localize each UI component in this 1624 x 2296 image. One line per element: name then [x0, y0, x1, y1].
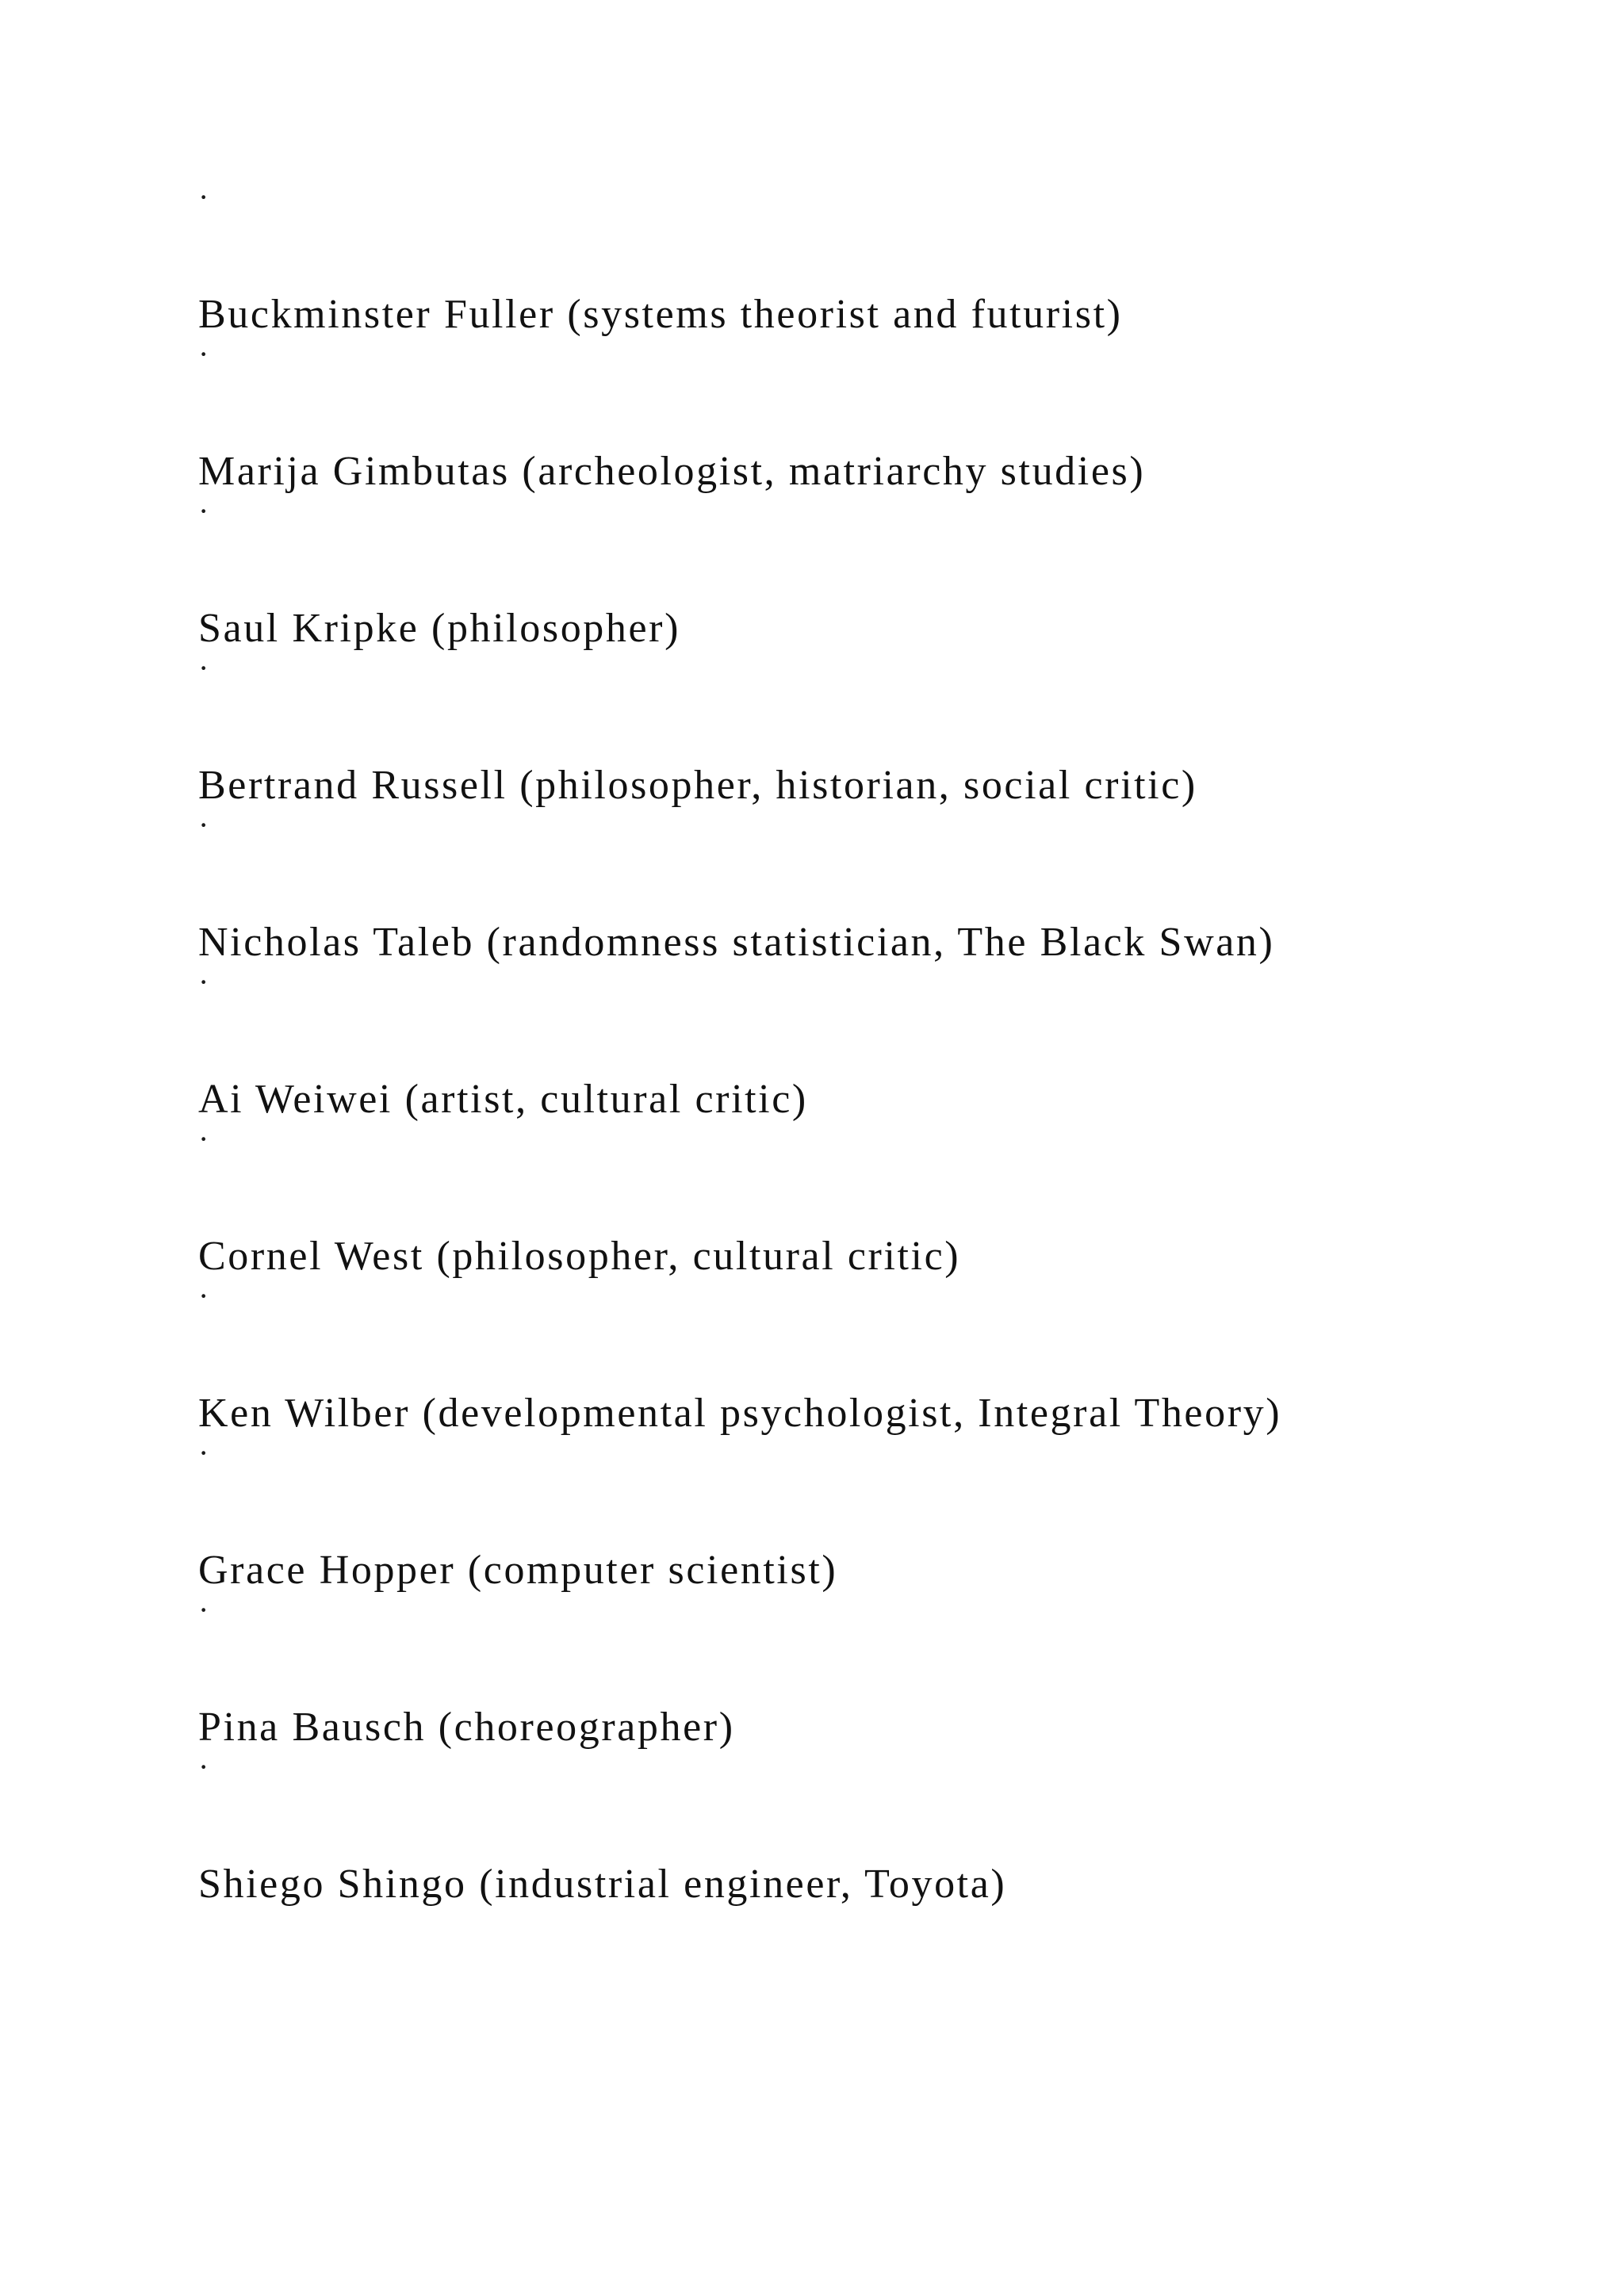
list-item [198, 1434, 1546, 1591]
list-item [198, 1591, 1546, 1748]
list-item-text: Grace Hopper (computer scientist) [198, 1548, 838, 1593]
list-item [198, 1120, 1546, 1277]
bullet-marker: · [198, 1435, 209, 1471]
list-item-text: Shiego Shingo (industrial engineer, Toyota) [198, 1862, 1007, 1907]
list-item [198, 492, 1546, 649]
bullet-marker: · [198, 493, 209, 529]
list-item-text: Ken Wilber (developmental psychologist, Integral Theory) [198, 1391, 1282, 1436]
list-item [198, 806, 1546, 963]
name-list [198, 178, 1546, 1905]
list-item-text: Bertrand Russell (philosopher, historian, social critic) [198, 763, 1197, 808]
list-item-text: Pina Bausch (choreographer) [198, 1705, 735, 1750]
bullet-marker: · [198, 336, 209, 372]
bullet-marker: · [198, 1278, 209, 1314]
bullet-marker: · [198, 1121, 209, 1157]
list-item [198, 963, 1546, 1120]
list-item-text: Ai Weiwei (artist, cultural critic) [198, 1077, 808, 1122]
bullet-marker: · [198, 807, 209, 843]
list-item [198, 1277, 1546, 1434]
bullet-marker: · [198, 964, 209, 1000]
list-item [198, 1748, 1546, 1905]
bullet-marker: · [198, 650, 209, 686]
list-item-text: Saul Kripke (philosopher) [198, 606, 681, 651]
bullet-marker: · [198, 179, 209, 215]
list-item-text: Marija Gimbutas (archeologist, matriarchy studies) [198, 449, 1146, 494]
bullet-marker: · [198, 1592, 209, 1628]
list-item-text: Buckminster Fuller (systems theorist and futurist) [198, 292, 1123, 337]
list-item-text: Cornel West (philosopher, cultural critic) [198, 1234, 961, 1279]
bullet-marker: · [198, 1749, 209, 1785]
list-item [198, 649, 1546, 806]
list-item [198, 178, 1546, 335]
list-item [198, 335, 1546, 492]
list-item-text: Nicholas Taleb (randomness statistician, The Black Swan) [198, 920, 1275, 965]
